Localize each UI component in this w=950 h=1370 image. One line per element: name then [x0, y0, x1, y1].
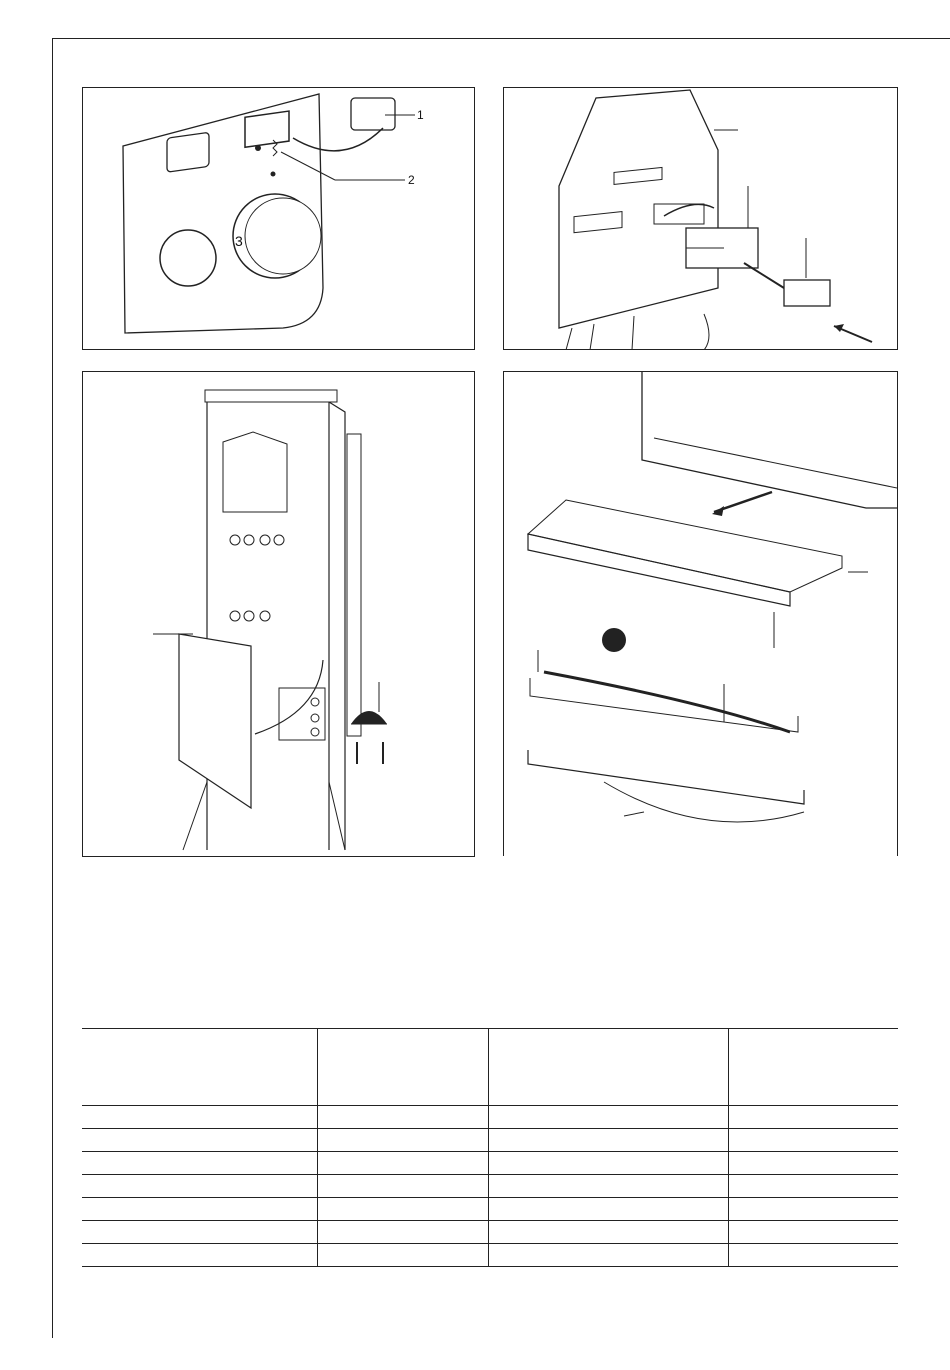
table-cell	[728, 1175, 898, 1198]
table-row	[82, 1221, 898, 1244]
table-cell	[728, 1221, 898, 1244]
table-row	[82, 1175, 898, 1198]
specification-table	[82, 1028, 898, 1267]
plug-part	[784, 280, 830, 306]
pilot-lamp	[160, 230, 216, 286]
table-row	[82, 1129, 898, 1152]
table-cell	[82, 1106, 318, 1129]
table-cell	[318, 1198, 488, 1221]
indicator-lamp	[167, 132, 209, 172]
table-cell	[728, 1244, 898, 1267]
callout-1: 1	[417, 108, 424, 122]
table-row	[82, 1244, 898, 1267]
callout-2: 2	[408, 173, 415, 187]
page-top-line	[52, 38, 950, 39]
table-cell	[82, 1198, 318, 1221]
table-header-cell	[488, 1029, 728, 1106]
control-panel-illustration	[83, 88, 474, 349]
table-row	[82, 1198, 898, 1221]
figure-connector	[503, 87, 898, 350]
figure-terminal-block	[82, 371, 475, 857]
table-header-row	[82, 1029, 898, 1106]
table-cell	[318, 1175, 488, 1198]
table-cell	[488, 1152, 728, 1175]
table-row	[82, 1152, 898, 1175]
table-header-cell	[728, 1029, 898, 1106]
table-cell	[728, 1129, 898, 1152]
knob-setting-number: 3	[235, 233, 243, 249]
table-cell	[488, 1244, 728, 1267]
table-cell	[82, 1221, 318, 1244]
table-row	[82, 1106, 898, 1129]
page-margin-line	[52, 38, 53, 1338]
table-cell	[82, 1129, 318, 1152]
heating-element-board	[179, 634, 251, 808]
table-cell	[488, 1129, 728, 1152]
table-header-cell	[318, 1029, 488, 1106]
connector-illustration	[504, 88, 897, 349]
figure-control-panel	[82, 87, 475, 350]
table-cell	[728, 1152, 898, 1175]
table-cell	[82, 1244, 318, 1267]
table-header-cell	[82, 1029, 318, 1106]
table-cell	[488, 1221, 728, 1244]
table-cell	[318, 1244, 488, 1267]
table-cell	[488, 1106, 728, 1129]
figure-heater-rail	[503, 371, 898, 856]
table-cell	[488, 1198, 728, 1221]
table-cell	[488, 1175, 728, 1198]
table-cell	[318, 1221, 488, 1244]
table-cell	[82, 1175, 318, 1198]
table-cell	[318, 1152, 488, 1175]
terminal-block-illustration	[83, 372, 474, 856]
table-cell	[318, 1106, 488, 1129]
heater-rail-illustration	[504, 372, 897, 856]
table-cell	[728, 1106, 898, 1129]
table-cell	[728, 1198, 898, 1221]
table-cell	[318, 1129, 488, 1152]
thermostat-part-lower	[602, 628, 626, 652]
thermostat-part	[351, 711, 387, 764]
table-cell	[82, 1152, 318, 1175]
